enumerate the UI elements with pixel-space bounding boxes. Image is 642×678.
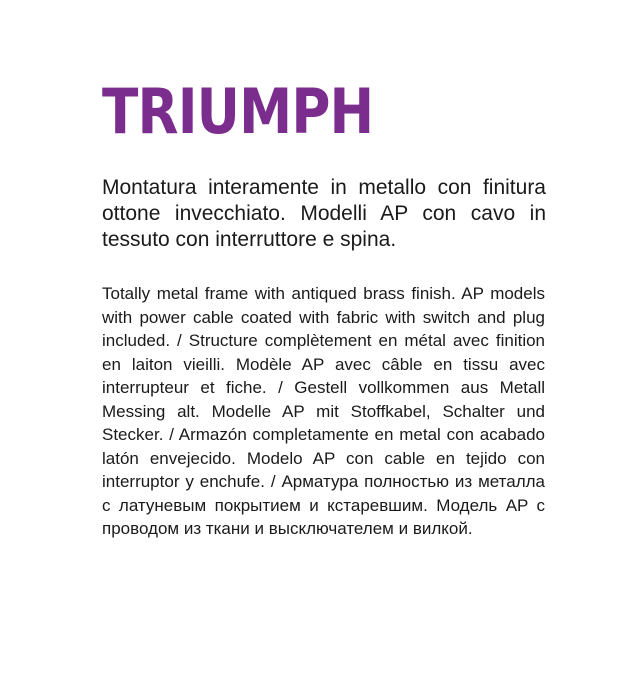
- product-description-italian: Montatura interamente in metallo con finitura ottone invecchiato. Modelli AP con cavo in tessuto con interruttore e spina.: [102, 176, 546, 251]
- product-title: TRIUMPH: [102, 75, 374, 148]
- product-description-multilanguage: Totally metal frame with antiqued brass finish. AP models with power cable coated with fabric with switch and plug included. / Structure complètement en métal avec finition en laiton vieilli. Modèle AP avec câble en tissu avec interrupteur et fiche. / Gestell vollkommen aus Metall Messing alt. Modelle AP mit Stoffkabel, Schalter und Stecker. / Armazón completamente en metal con acabado latón envejecido. Modelo AP con cable en tejido con interruptor y enchufe. / Арматура полностью из металла с латуневым покрытием и кстаревшим. Модель AP с проводом из ткани и высключателем и вилкой.: [102, 284, 545, 538]
